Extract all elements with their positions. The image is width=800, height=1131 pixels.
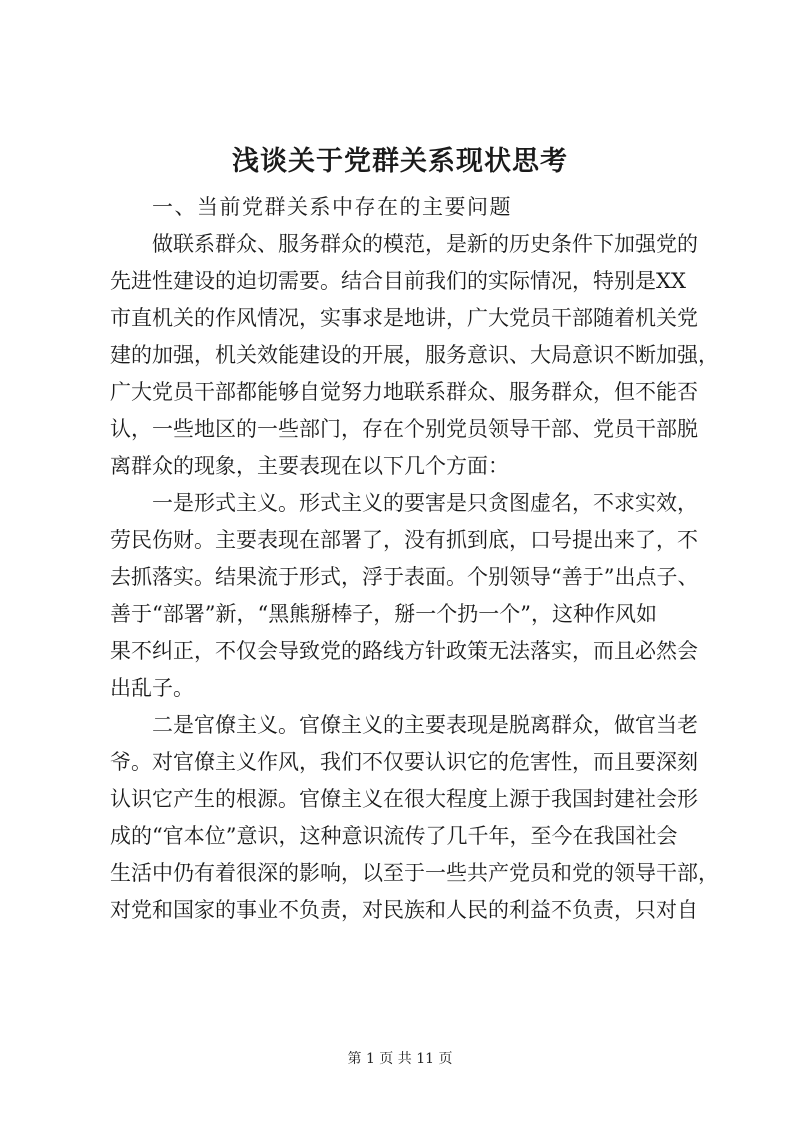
- paragraph-line: 对党和国家的事业不负责，对民族和人民的利益不负责，只对自: [110, 898, 698, 922]
- page-footer: 第 1 页 共 11 页: [347, 1051, 453, 1067]
- document-body: [110, 189, 719, 929]
- paragraph-line: 广大党员干部都能够自觉努力地联系群众、服务群众，但不能否: [110, 380, 698, 404]
- paragraph-line: 去抓落实。结果流于形式，浮于表面。个别领导“善于”出点子、: [110, 565, 699, 589]
- paragraph-1: [110, 226, 719, 485]
- paragraph-line: 一是形式主义。形式主义的要害是只贪图虚名，不求实效，: [152, 491, 698, 515]
- paragraph-line: 二是官僚主义。官僚主义的主要表现是脱离群众，做官当老: [152, 713, 698, 737]
- paragraph-line: 先进性建设的迫切需要。结合目前我们的实际情况，特别是XX: [110, 269, 686, 293]
- paragraph-line: 成的“官本位”意识，这种意识流传了几千年，至今在我国社会: [110, 824, 678, 848]
- paragraph-line: 认，一些地区的一些部门，存在个别党员领导干部、党员干部脱: [110, 417, 698, 441]
- paragraph-3: [110, 707, 719, 929]
- paragraph-line: 爷。对官僚主义作风，我们不仅要认识它的危害性，而且要深刻: [110, 750, 698, 774]
- paragraph-line: 出乱子。: [110, 676, 194, 700]
- section-heading-text: 一、当前党群关系中存在的主要问题: [152, 195, 512, 219]
- paragraph-line: 生活中仍有着很深的影响，以至于一些共产党员和党的领导干部，: [110, 861, 719, 885]
- paragraph-line: 离群众的现象，主要表现在以下几个方面：: [110, 454, 509, 478]
- paragraph-2: [110, 485, 702, 707]
- paragraph-line: 劳民伤财。主要表现在部署了，没有抓到底，口号提出来了，不: [110, 528, 698, 552]
- paragraph-line: 建的加强，机关效能建设的开展，服务意识、大局意识不断加强，: [110, 343, 719, 367]
- paragraph-line: 果不纠正，不仅会导致党的路线方针政策无法落实，而且必然会: [110, 639, 698, 663]
- paragraph-line: 市直机关的作风情况，实事求是地讲，广大党员干部随着机关党: [110, 306, 698, 330]
- paragraph-line: 做联系群众、服务群众的模范，是新的历史条件下加强党的: [152, 232, 698, 256]
- paragraph-line: 认识它产生的根源。官僚主义在很大程度上源于我国封建社会形: [110, 787, 698, 811]
- section-heading: [110, 189, 702, 226]
- document-title: 浅谈关于党群关系现状思考: [232, 146, 568, 177]
- paragraph-line: 善于“部署”新，“黑熊掰棒子，掰一个扔一个”，这种作风如: [110, 602, 657, 626]
